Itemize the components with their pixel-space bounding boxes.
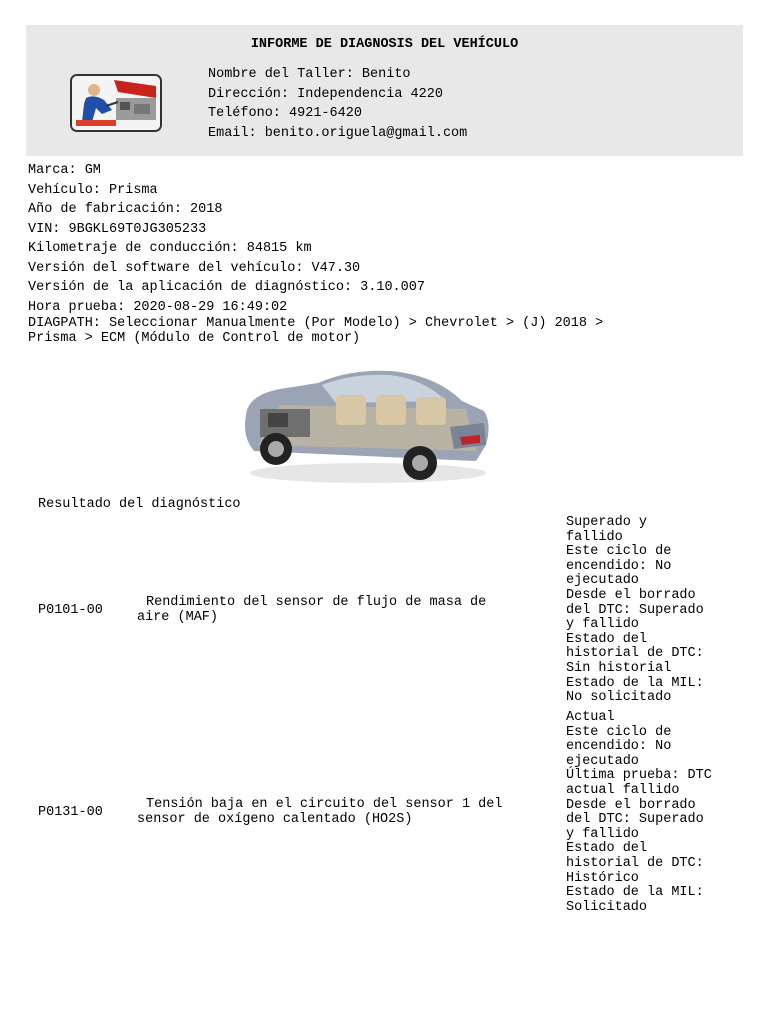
dtc-status-line: Superado y [566,515,648,530]
report-header [26,25,743,156]
dtc-status-line: Actual [566,710,615,725]
dtc-status-line: Estado del [566,841,648,857]
dtc-status-line: Estado de la MIL: [566,675,704,691]
diagpath [28,317,728,346]
vehicle-year: Año de fabricación: 2018 [28,202,223,217]
dtc-status-line: historial de DTC: [566,646,704,662]
dtc-description-line: Rendimiento del sensor de flujo de masa de [146,595,487,610]
dtc-description-line: sensor de oxígeno calentado (HO2S) [137,811,413,827]
dtc-status-line: del DTC: Superado [566,602,704,618]
dtc-status-line: y fallido [566,826,639,842]
dtc-status-line: Estado de la MIL: [566,885,704,901]
dtc-status-line: Desde el borrado [566,797,696,813]
dtc-code: P0131-00 [38,805,103,820]
dtc-status-line: Desde el borrado [566,587,696,603]
test-time: Hora prueba: 2020-08-29 16:49:02 [28,299,288,315]
dtc-description [137,596,557,625]
shop-name: Nombre del Taller: Benito [208,67,411,82]
vehicle-mileage: Kilometraje de conducción: 84815 km [28,241,312,256]
dtc-status-line: Última prueba: DTC [566,768,712,784]
diagpath-line-1: DIAGPATH: Seleccionar Manualmente (Por Modelo) > Chevrolet > (J) 2018 > [28,316,604,331]
mechanic-logo-icon [70,74,162,132]
vehicle-info [28,161,425,317]
vehicle-brand: Marca: GM [28,163,101,178]
dtc-description-line: aire (MAF) [137,609,219,625]
report-title: INFORME DE DIAGNOSIS DEL VEHÍCULO [250,37,519,52]
dtc-status-line: del DTC: Superado [566,812,704,828]
software-version: Versión del software del vehículo: V47.30 [28,260,361,276]
dtc-status-line: Este ciclo de [566,724,672,740]
shop-address: Dirección: Independencia 4220 [208,86,443,102]
dtc-status-line: Solicitado [566,899,648,915]
dtc-status-line: encendido: No [566,739,672,755]
dtc-status-line: historial de DTC: [566,855,704,871]
dtc-status-line: ejecutado [566,573,639,589]
dtc-status-line: Este ciclo de [566,544,672,560]
dtc-status [566,711,746,915]
vehicle-model: Vehículo: Prisma [28,182,158,198]
dtc-status-line: y fallido [566,617,639,633]
dtc-status-line: encendido: No [566,558,672,574]
shop-phone: Teléfono: 4921-6420 [208,106,362,121]
vehicle-vin: VIN: 9BGKL69T0JG305233 [28,221,207,237]
diagpath-line-2: Prisma > ECM (Módulo de Control de motor) [28,330,361,346]
dtc-status-line: No solicitado [566,690,672,706]
dtc-status-line: fallido [566,529,623,545]
shop-info [208,65,467,143]
shop-email: Email: benito.origuela@gmail.com [208,125,468,141]
dtc-status [566,516,746,706]
dtc-status-line: actual fallido [566,782,680,798]
dtc-status-line: Histórico [566,870,639,886]
dtc-code: P0101-00 [38,603,103,618]
dtc-description-line: Tensión baja en el circuito del sensor 1 del [146,797,503,812]
results-title: Resultado del diagnóstico [38,497,241,512]
dtc-status-line: Estado del [566,631,648,647]
app-version: Versión de la aplicación de diagnóstico: 3.10.007 [28,280,425,295]
car-cutaway-image [240,365,492,487]
dtc-status-line: Sin historial [566,660,672,676]
dtc-status-line: ejecutado [566,753,639,769]
dtc-description [137,798,557,827]
